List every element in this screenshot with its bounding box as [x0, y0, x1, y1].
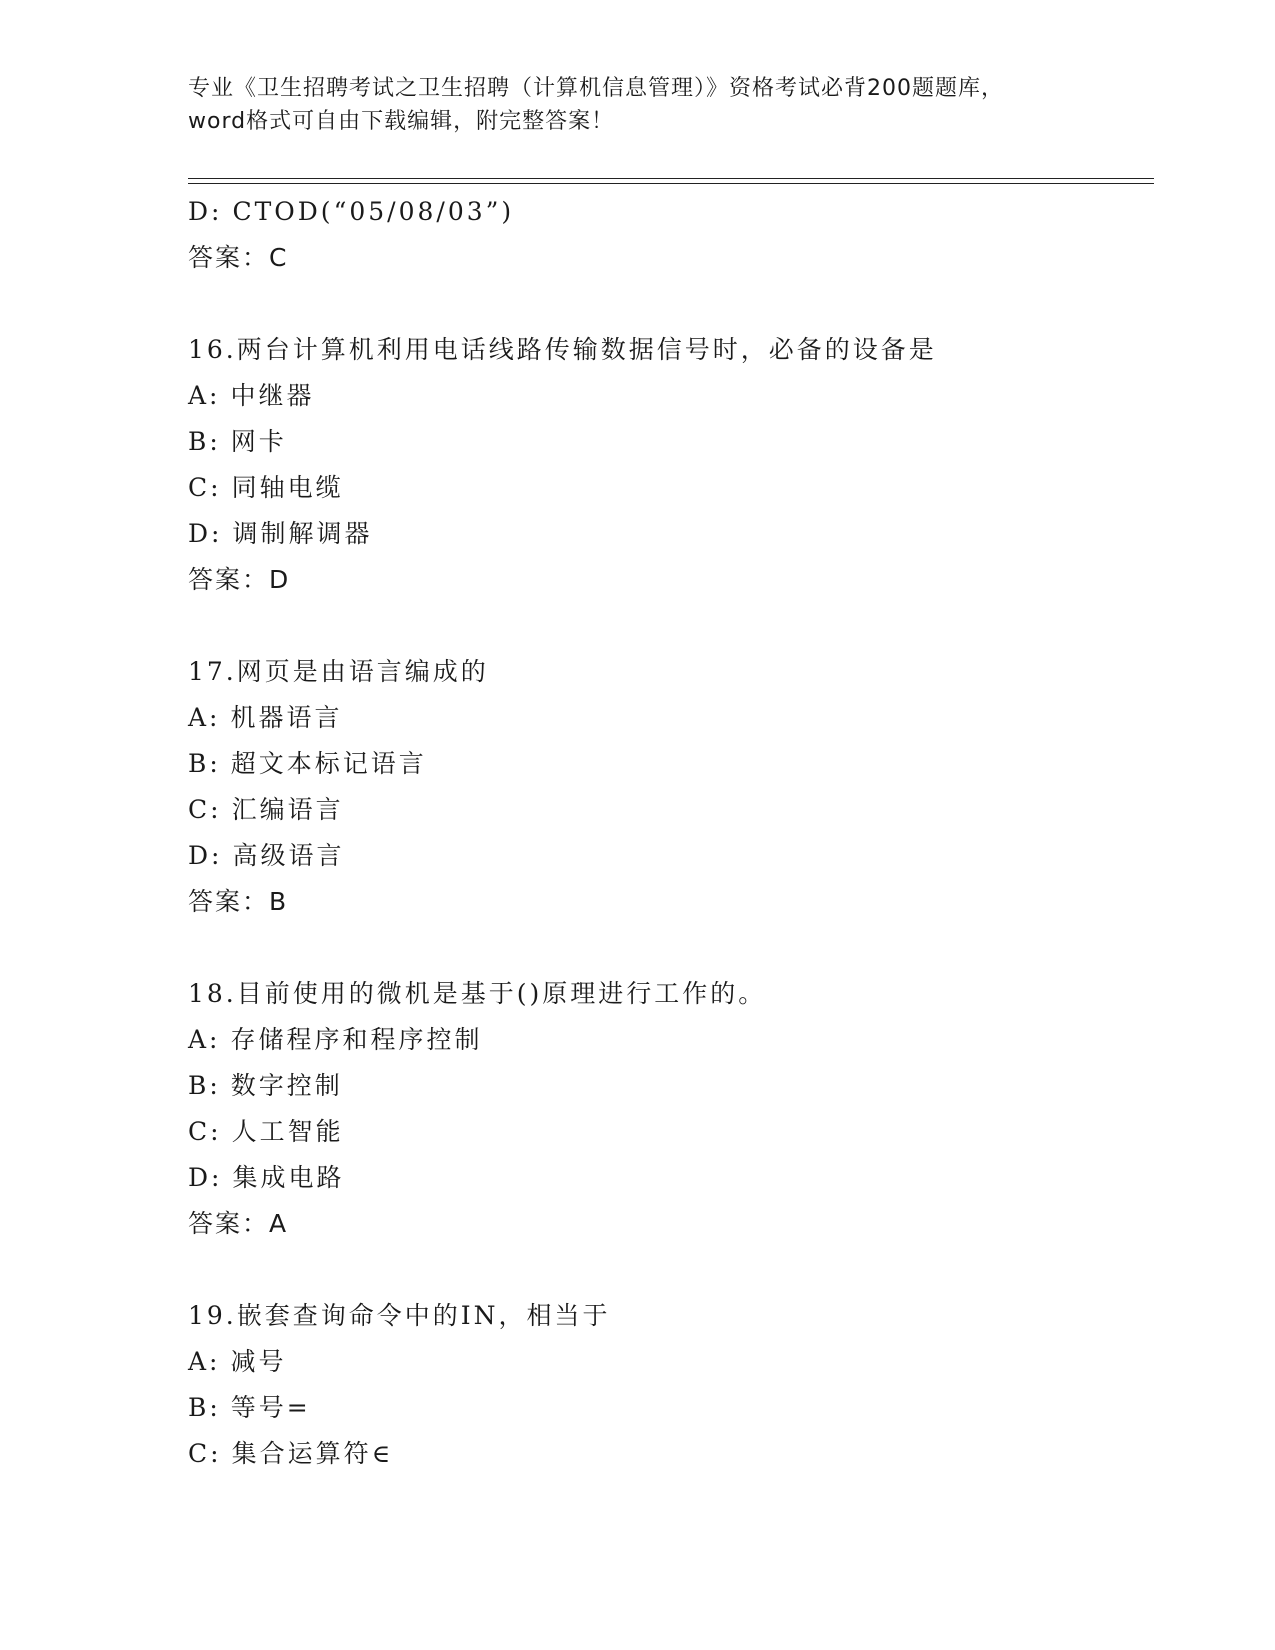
- option-letter: D:: [188, 519, 223, 548]
- q16-option-a: [188, 373, 1154, 419]
- q16-answer: 答案：D: [188, 565, 291, 594]
- q17-answer: 答案：B: [188, 887, 289, 916]
- q18-option-c: [188, 1109, 1154, 1155]
- option-letter: B:: [188, 427, 221, 456]
- header-divider-top: [188, 178, 1154, 179]
- spacer: [188, 603, 1154, 649]
- option-text: 高级语言: [232, 841, 345, 870]
- option-text: 机器语言: [230, 703, 343, 732]
- option-text: 超文本标记语言: [230, 749, 427, 778]
- option-letter: A:: [188, 1025, 221, 1054]
- option-letter: D:: [188, 841, 223, 870]
- q16-option-b: [188, 419, 1154, 465]
- option-letter: B:: [188, 1393, 221, 1422]
- q18-option-b: [188, 1063, 1154, 1109]
- option-letter: C:: [188, 1439, 222, 1468]
- option-letter: A:: [188, 1347, 221, 1376]
- spacer: [188, 281, 1154, 327]
- q15-answer: 答案：C: [188, 243, 289, 272]
- option-text: 数字控制: [230, 1071, 343, 1100]
- option-text: 存储程序和程序控制: [230, 1025, 483, 1054]
- q16-option-c: [188, 465, 1154, 511]
- option-letter: B:: [188, 1071, 221, 1100]
- q17-option-d: [188, 833, 1154, 879]
- header-line-1: 专业《卫生招聘考试之卫生招聘（计算机信息管理）》资格考试必背200题题库，: [188, 76, 1004, 101]
- q15-option-d: [188, 189, 1154, 235]
- option-text: 减号: [230, 1347, 287, 1376]
- option-letter: C:: [188, 473, 222, 502]
- q18-option-a: [188, 1017, 1154, 1063]
- option-text: 网卡: [230, 427, 287, 456]
- q18-answer: 答案：A: [188, 1209, 289, 1238]
- option-text: 集合运算符∈: [231, 1439, 394, 1468]
- q19-option-b: [188, 1385, 1154, 1431]
- q16-option-d: [188, 511, 1154, 557]
- option-text: 集成电路: [232, 1163, 345, 1192]
- option-text: 汇编语言: [231, 795, 344, 824]
- option-text: 人工智能: [231, 1117, 344, 1146]
- option-text: 中继器: [230, 381, 315, 410]
- q18-question: 18.目前使用的微机是基于()原理进行工作的。: [188, 979, 767, 1008]
- question-list: [188, 189, 1154, 1477]
- option-text: 同轴电缆: [231, 473, 344, 502]
- q17-option-c: [188, 787, 1154, 833]
- option-letter: A:: [188, 381, 221, 410]
- option-letter: D:: [188, 197, 223, 226]
- q17-option-a: [188, 695, 1154, 741]
- q17-question: 17.网页是由语言编成的: [188, 657, 489, 686]
- q19-option-c: [188, 1431, 1154, 1477]
- spacer: [188, 925, 1154, 971]
- q17-option-b: [188, 741, 1154, 787]
- q19-option-a: [188, 1339, 1154, 1385]
- option-letter: C:: [188, 795, 222, 824]
- option-letter: C:: [188, 1117, 222, 1146]
- document-header: [188, 72, 1088, 138]
- q18-option-d: [188, 1155, 1154, 1201]
- q19-question: 19.嵌套查询命令中的IN，相当于: [188, 1301, 611, 1330]
- q16-question: 16.两台计算机利用电话线路传输数据信号时，必备的设备是: [188, 335, 937, 364]
- header-divider-bottom: [188, 183, 1154, 184]
- option-text: 调制解调器: [232, 519, 373, 548]
- option-letter: A:: [188, 703, 221, 732]
- spacer: [188, 1247, 1154, 1293]
- option-letter: B:: [188, 749, 221, 778]
- header-line-2: word格式可自由下载编辑，附完整答案！: [188, 109, 615, 134]
- option-text: 等号=: [230, 1393, 311, 1422]
- option-letter: D:: [188, 1163, 223, 1192]
- option-text: CTOD(“05/08/03”): [232, 197, 515, 226]
